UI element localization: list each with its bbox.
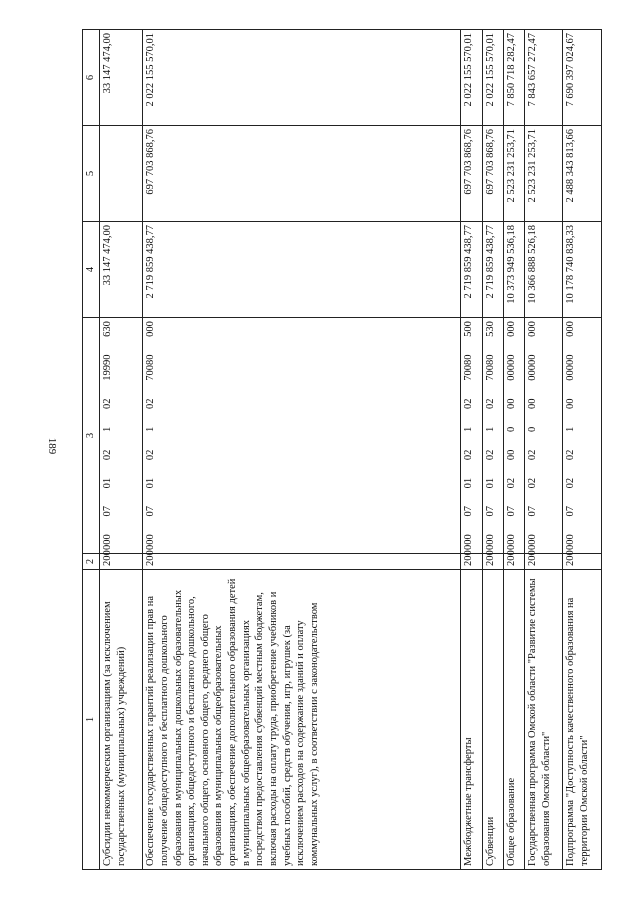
code-part: 000 bbox=[565, 321, 577, 337]
code-part: 02 bbox=[484, 398, 496, 409]
code-part: 02 bbox=[463, 398, 475, 409]
code-part: 02 bbox=[145, 449, 157, 461]
row-name: Общее образование bbox=[503, 570, 524, 870]
code-part: 02 bbox=[145, 398, 157, 409]
code-part: 02 bbox=[484, 449, 496, 461]
row-amount-c6: 2 022 155 570,01 bbox=[461, 30, 482, 126]
code-part: 00 bbox=[565, 398, 577, 409]
row-amount-c6: 7 843 657 272,47 bbox=[524, 30, 563, 126]
budget-table-rotated bbox=[82, 30, 602, 870]
code-part: 000 bbox=[505, 321, 517, 337]
row-amount-c6: 33 147 474,00 bbox=[100, 30, 143, 126]
row-name: Субсидии некоммерческим организациям (за исключением государственных (муниципальных) учреждений) bbox=[100, 570, 143, 870]
code-part: 0 bbox=[526, 426, 538, 432]
code-part: 00000 bbox=[526, 354, 538, 381]
row-amount-c4: 2 719 859 438,77 bbox=[482, 222, 503, 318]
row-amount-c5: 2 523 231 253,71 bbox=[503, 126, 524, 222]
row-amount-c5: 697 703 868,76 bbox=[482, 126, 503, 222]
code-part: 01 bbox=[102, 477, 113, 489]
code-part: 02 bbox=[565, 477, 577, 489]
row-admin-code: 200 bbox=[100, 554, 143, 570]
code-part: 000 bbox=[505, 534, 517, 550]
code-part: 00000 bbox=[565, 354, 577, 381]
row-classification-code bbox=[524, 318, 563, 554]
table-row bbox=[482, 30, 503, 870]
row-admin-code: 200 bbox=[503, 554, 524, 570]
header-col-5: 5 bbox=[83, 126, 100, 222]
code-part: 1 bbox=[484, 426, 496, 432]
row-classification-code bbox=[461, 318, 482, 554]
code-part: 630 bbox=[102, 321, 113, 337]
row-amount-c6: 7 690 397 024,67 bbox=[563, 30, 602, 126]
code-part: 01 bbox=[484, 477, 496, 489]
row-amount-c4: 10 373 949 536,18 bbox=[503, 222, 524, 318]
header-col-6: 6 bbox=[83, 30, 100, 126]
code-part: 00 bbox=[505, 398, 517, 409]
code-part: 02 bbox=[526, 449, 538, 461]
row-admin-code: 200 bbox=[524, 554, 563, 570]
code-part: 19990 bbox=[102, 354, 113, 381]
code-part: 1 bbox=[565, 426, 577, 432]
budget-table bbox=[82, 29, 602, 870]
header-row bbox=[83, 30, 100, 870]
row-amount-c4: 2 719 859 438,77 bbox=[461, 222, 482, 318]
code-part: 1 bbox=[102, 426, 113, 432]
row-admin-code: 200 bbox=[482, 554, 503, 570]
code-part: 02 bbox=[565, 449, 577, 461]
table-row bbox=[524, 30, 563, 870]
table-row bbox=[461, 30, 482, 870]
row-classification-code bbox=[503, 318, 524, 554]
code-part: 000 bbox=[145, 321, 157, 337]
code-part: 07 bbox=[102, 506, 113, 517]
code-part: 000 bbox=[145, 534, 157, 550]
header-col-2: 2 bbox=[83, 554, 100, 570]
code-part: 1 bbox=[145, 426, 157, 432]
code-part: 07 bbox=[463, 506, 475, 517]
row-amount-c5: 697 703 868,76 bbox=[143, 126, 461, 222]
code-part: 70080 bbox=[145, 354, 157, 381]
table-body bbox=[100, 30, 602, 870]
header-col-3: 3 bbox=[83, 318, 100, 554]
row-name: Межбюджетные трансферты bbox=[461, 570, 482, 870]
row-name: Подпрограмма "Доступность качественного образования на территории Омской области" bbox=[563, 570, 602, 870]
code-part: 1 bbox=[463, 426, 475, 432]
code-part: 70080 bbox=[463, 354, 475, 381]
code-part: 02 bbox=[102, 398, 113, 409]
row-classification-code bbox=[482, 318, 503, 554]
row-classification-code bbox=[100, 318, 143, 554]
row-admin-code: 200 bbox=[563, 554, 602, 570]
row-amount-c6: 2 022 155 570,01 bbox=[482, 30, 503, 126]
row-name: Субвенции bbox=[482, 570, 503, 870]
code-part: 07 bbox=[484, 506, 496, 517]
header-col-4: 4 bbox=[83, 222, 100, 318]
row-classification-code bbox=[563, 318, 602, 554]
row-amount-c6: 7 850 718 282,47 bbox=[503, 30, 524, 126]
row-name: Обеспечение государственных гарантий реализации прав на получение общедоступного и бесплатного дошкольного образования в муниципальных дошкольных образовательных организациях, общедоступного и бесплатного дошкольного, начального общего, основного общего, среднего общего образования в муниципальных общеобразовательных организациях, обеспечение дополнительного образования детей в муниципальных общеобразовательных организациях посредством предоставления субвенций местным бюджетам, включая расходы на оплату труда, приобретение учебников и учебных пособий, средств обучения, игр, игрушек (за исключением расходов на содержание зданий и оплату коммунальных услуг), в соответствии с законодательством bbox=[143, 570, 461, 870]
code-part: 07 bbox=[565, 506, 577, 517]
code-part: 0 bbox=[505, 426, 517, 432]
row-admin-code: 200 bbox=[143, 554, 461, 570]
row-amount-c4: 10 178 740 838,33 bbox=[563, 222, 602, 318]
code-part: 00 bbox=[505, 449, 517, 461]
code-part: 02 bbox=[526, 477, 538, 489]
row-admin-code: 200 bbox=[461, 554, 482, 570]
code-part: 000 bbox=[102, 534, 113, 550]
row-classification-code bbox=[143, 318, 461, 554]
code-part: 01 bbox=[463, 477, 475, 489]
table-row bbox=[100, 30, 143, 870]
code-part: 500 bbox=[463, 321, 475, 337]
row-amount-c4: 2 719 859 438,77 bbox=[143, 222, 461, 318]
code-part: 07 bbox=[526, 506, 538, 517]
row-amount-c5: 697 703 868,76 bbox=[461, 126, 482, 222]
row-amount-c4: 10 366 888 526,18 bbox=[524, 222, 563, 318]
row-amount-c5: 2 523 231 253,71 bbox=[524, 126, 563, 222]
code-part: 70080 bbox=[484, 354, 496, 381]
code-part: 07 bbox=[505, 506, 517, 517]
code-part: 000 bbox=[526, 321, 538, 337]
code-part: 02 bbox=[505, 477, 517, 489]
row-amount-c5 bbox=[100, 126, 143, 222]
code-part: 00 bbox=[526, 398, 538, 409]
code-part: 000 bbox=[463, 534, 475, 550]
header-col-1: 1 bbox=[83, 570, 100, 870]
table-row bbox=[143, 30, 461, 870]
code-part: 02 bbox=[102, 449, 113, 461]
code-part: 00000 bbox=[505, 354, 517, 381]
code-part: 07 bbox=[145, 506, 157, 517]
row-name: Государственная программа Омской области "Развитие системы образования Омской области" bbox=[524, 570, 563, 870]
code-part: 000 bbox=[526, 534, 538, 550]
code-part: 01 bbox=[145, 477, 157, 489]
row-amount-c4: 33 147 474,00 bbox=[100, 222, 143, 318]
code-part: 02 bbox=[463, 449, 475, 461]
code-part: 530 bbox=[484, 321, 496, 337]
code-part: 000 bbox=[565, 534, 577, 550]
table-row bbox=[563, 30, 602, 870]
code-part: 000 bbox=[484, 534, 496, 550]
row-amount-c6: 2 022 155 570,01 bbox=[143, 30, 461, 126]
row-amount-c5: 2 488 343 813,66 bbox=[563, 126, 602, 222]
table-row bbox=[503, 30, 524, 870]
page-number: 189 bbox=[46, 437, 58, 455]
